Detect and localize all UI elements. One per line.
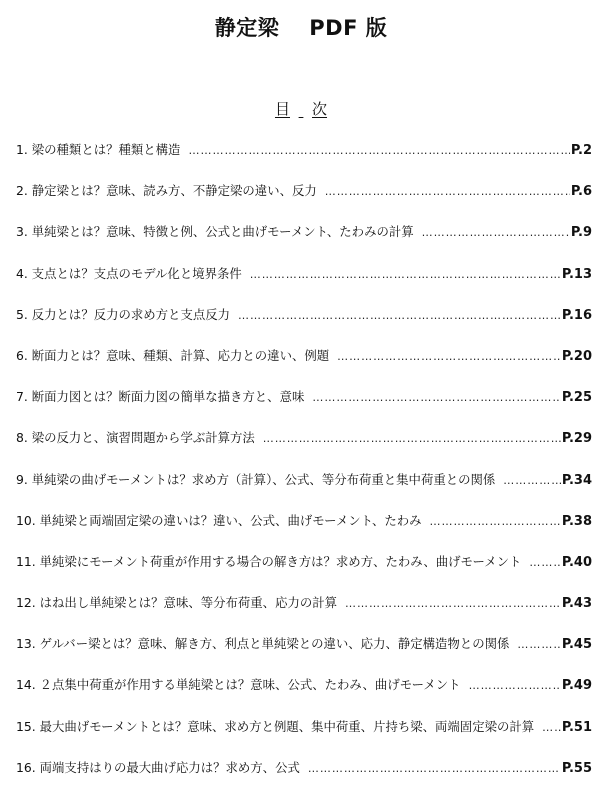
dot-leader [542, 718, 561, 738]
toc-entry-page: P.55 [561, 760, 592, 776]
toc-entry-page: P.38 [561, 513, 592, 529]
toc-entry[interactable] [16, 511, 592, 552]
toc-entry[interactable] [16, 140, 592, 181]
toc-entry-label: 10. 単純梁と両端固定梁の違いは？違い、公式、曲げモーメント、たわみ [16, 512, 422, 528]
toc-entry-page: P.49 [561, 678, 592, 694]
dot-leader [312, 388, 560, 408]
toc-entry-page: P.20 [561, 348, 592, 364]
toc-entry-label: 2. 静定梁とは？意味、読み方、不静定梁の違い、反力 [16, 183, 317, 199]
title-suffix: PDF 版 [309, 16, 388, 40]
dot-leader [469, 676, 561, 696]
toc-entry-page: P.51 [561, 719, 592, 735]
toc-entry-label: 9. 単純梁の曲げモーメントは？求め方（計算）、公式、等分布荷重と集中荷重との関係 [16, 471, 496, 487]
toc-entry-page: P.43 [561, 596, 592, 612]
toc-heading [0, 98, 602, 119]
toc-entry-page: P.45 [561, 637, 592, 653]
toc-heading-right: 次 [312, 100, 328, 118]
toc-entry[interactable] [16, 387, 592, 428]
toc-entry-label: 3. 単純梁とは？意味、特徴と例、公式と曲げモーメント、たわみの計算 [16, 224, 414, 240]
toc-entry-label: 13. ゲルバー梁とは？意味、解き方、利点と単純梁との違い、応力、静定構造物との関係 [16, 636, 510, 652]
dot-leader [503, 471, 561, 491]
toc-entry-page: P.13 [561, 266, 592, 282]
dot-leader [238, 306, 561, 326]
toc-entry[interactable] [16, 593, 592, 634]
toc-entry-label: 5. 反力とは？反力の求め方と支点反力 [16, 306, 231, 322]
title-main: 静定梁 [214, 16, 280, 40]
dot-leader [325, 182, 570, 202]
toc-entry[interactable] [16, 305, 592, 346]
toc-entry-label: 8. 梁の反力と、演習問題から学ぶ計算方法 [16, 430, 255, 446]
toc-entry-label: 16. 両端支持はりの最大曲げ応力は？求め方、公式 [16, 759, 300, 775]
toc-entry-page: P.29 [561, 431, 592, 447]
toc-entry-label: 12. はね出し単純梁とは？意味、等分布荷重、応力の計算 [16, 595, 338, 611]
toc-entry[interactable] [16, 222, 592, 263]
toc-entry[interactable] [16, 346, 592, 387]
toc-heading-left: 目 [274, 100, 290, 118]
toc-entry[interactable] [16, 181, 592, 222]
toc-entry-label: 6. 断面力とは？意味、種類、計算、応力との違い、例題 [16, 347, 330, 363]
toc-entry[interactable] [16, 758, 592, 799]
dot-leader [250, 265, 561, 285]
dot-leader [529, 553, 560, 573]
toc-entry[interactable] [16, 552, 592, 593]
toc-entry[interactable] [16, 264, 592, 305]
toc-entry-label: 7. 断面力図とは？断面力図の簡単な描き方と、意味 [16, 389, 305, 405]
toc-entry-page: P.25 [561, 390, 592, 406]
toc-entry-label: 4. 支点とは？支点のモデル化と境界条件 [16, 265, 242, 281]
toc-entry-label: 1. 梁の種類とは？種類と構造 [16, 142, 181, 157]
toc-entry[interactable] [16, 470, 592, 511]
dot-leader [517, 635, 560, 655]
toc-entry-page: P.34 [561, 472, 592, 488]
toc-entry-page: P.6 [570, 184, 592, 200]
toc-entry[interactable] [16, 717, 592, 758]
toc-entry-label: 14. ２点集中荷重が作用する単純梁とは？意味、公式、たわみ、曲げモーメント [16, 677, 461, 693]
toc-entry-page: P.9 [570, 225, 592, 241]
toc-entry[interactable] [16, 634, 592, 675]
dot-leader [345, 594, 561, 614]
document-title [0, 12, 602, 42]
toc-entry[interactable] [16, 428, 592, 469]
dot-leader [422, 223, 570, 243]
dot-leader [430, 512, 561, 532]
dot-leader [188, 141, 569, 161]
dot-leader [263, 429, 561, 449]
table-of-contents [16, 140, 592, 799]
toc-entry-label: 15. 最大曲げモーメントとは？意味、求め方と例題、集中荷重、片持ち梁、両端固定梁の計算 [16, 718, 535, 734]
toc-entry-page: P.2 [570, 143, 592, 158]
dot-leader [337, 347, 561, 367]
toc-entry-page: P.16 [561, 307, 592, 323]
toc-entry[interactable] [16, 675, 592, 716]
toc-entry-label: 11. 単純梁にモーメント荷重が作用する場合の解き方は？求め方、たわみ、曲げモーメント [16, 553, 522, 569]
dot-leader [308, 759, 561, 779]
toc-entry-page: P.40 [561, 554, 592, 570]
